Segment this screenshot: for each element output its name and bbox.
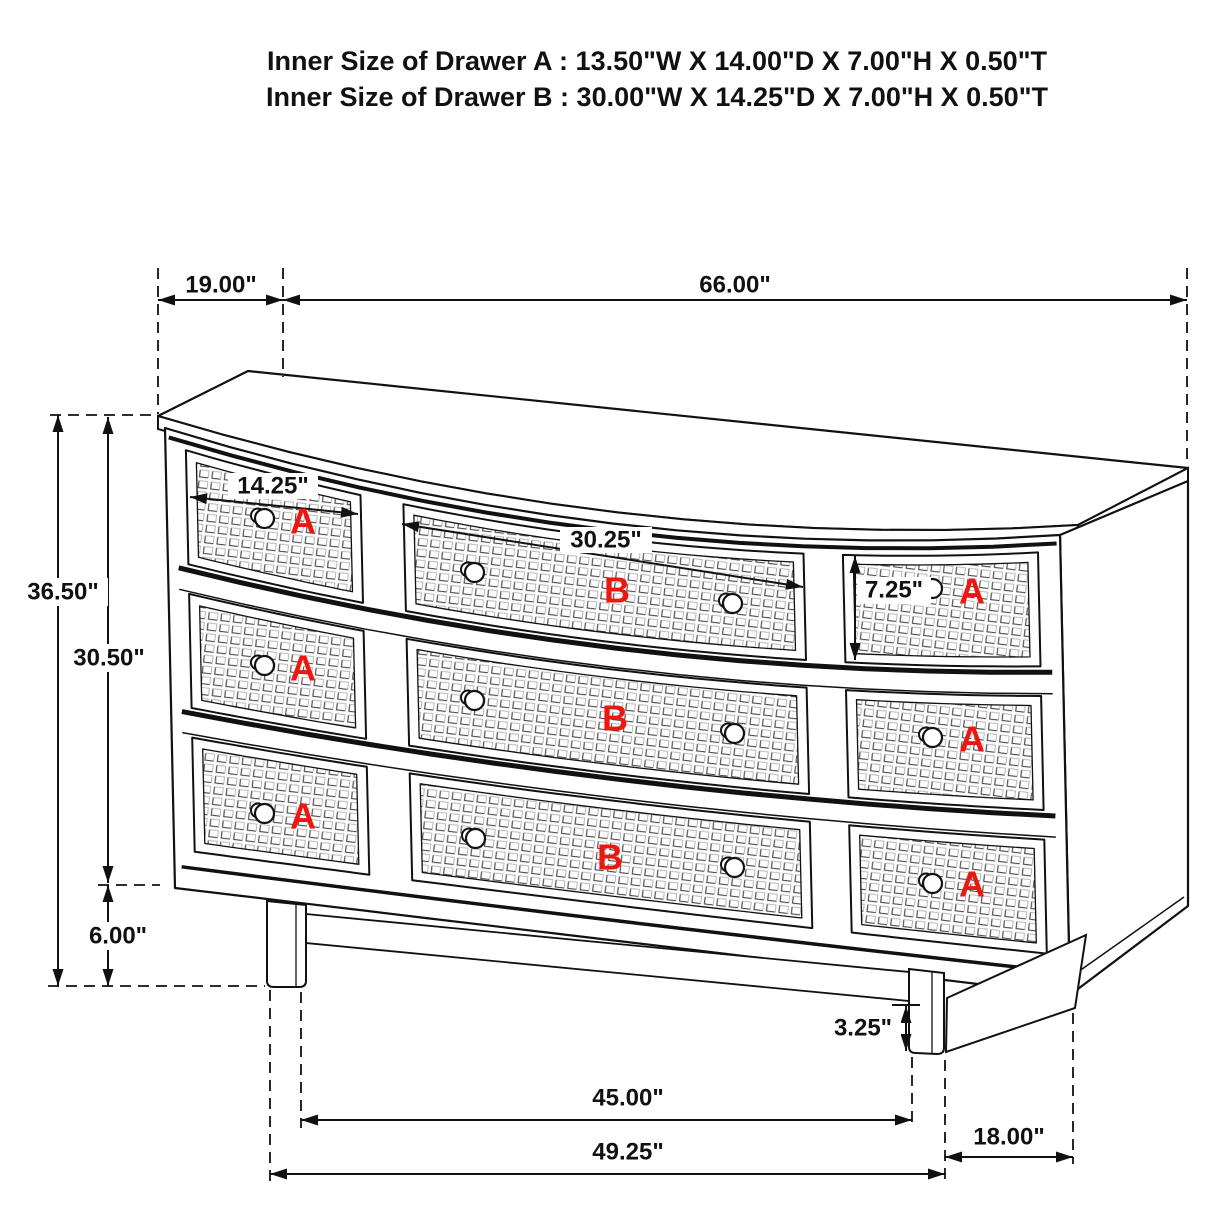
dim-base-width-label: 49.25" bbox=[592, 1138, 664, 1166]
title-drawer-a-inner-size: Inner Size of Drawer A : 13.50"W X 14.00"D X 7.00"H X 0.50"T bbox=[266, 46, 1048, 76]
drawer-knob-icon bbox=[465, 563, 484, 582]
drawer-a-label: A bbox=[290, 647, 316, 689]
title-drawer-b-inner-size: Inner Size of Drawer B : 30.00"W X 14.25"D X 7.00"H X 0.50"T bbox=[265, 82, 1049, 112]
dim-total-height-label: 36.50" bbox=[27, 578, 99, 606]
drawer-knob-icon bbox=[923, 874, 942, 893]
drawer-knob-icon bbox=[466, 829, 485, 848]
drawer-knob-icon bbox=[725, 858, 744, 877]
drawer-knob-icon bbox=[255, 656, 274, 675]
dim-top-depth-label: 19.00" bbox=[185, 271, 257, 299]
dim-drawer-b-width-label: 30.25" bbox=[570, 526, 642, 554]
drawer-cane-panel bbox=[857, 700, 1034, 800]
drawer-knob-icon bbox=[725, 724, 744, 743]
dim-overall-width-label: 66.00" bbox=[699, 271, 771, 299]
drawer-knob-icon bbox=[255, 509, 274, 528]
dim-inner-leg-span-label: 45.00" bbox=[592, 1084, 664, 1112]
drawer-a-label: A bbox=[959, 718, 985, 760]
dim-leg-height-label: 6.00" bbox=[88, 922, 148, 950]
drawer-cane-panel bbox=[860, 835, 1037, 943]
drawer-knob-icon bbox=[923, 728, 942, 747]
drawer-knob-icon bbox=[465, 691, 484, 710]
drawer-knob-icon bbox=[723, 594, 742, 613]
drawer-a-label: A bbox=[959, 863, 985, 905]
drawer-a-label: A bbox=[290, 500, 316, 542]
drawer-b-label: B bbox=[602, 697, 628, 739]
drawer-a-label: A bbox=[959, 570, 985, 612]
dim-drawer-a-width-label: 14.25" bbox=[237, 472, 309, 500]
dim-foot-height-label: 3.25" bbox=[833, 1014, 893, 1042]
drawer-a-label: A bbox=[290, 795, 316, 837]
drawer-b-label: B bbox=[604, 569, 630, 611]
right-front-leg bbox=[909, 969, 944, 1054]
dim-drawer-height-label: 7.25" bbox=[864, 576, 924, 604]
dim-body-height-label: 30.50" bbox=[73, 644, 145, 672]
drawer-b-label: B bbox=[597, 836, 623, 878]
dresser-side-panel bbox=[1060, 481, 1188, 995]
dim-side-depth-label: 18.00" bbox=[973, 1123, 1045, 1151]
drawer-knob-icon bbox=[255, 804, 274, 823]
left-front-leg bbox=[267, 901, 306, 987]
